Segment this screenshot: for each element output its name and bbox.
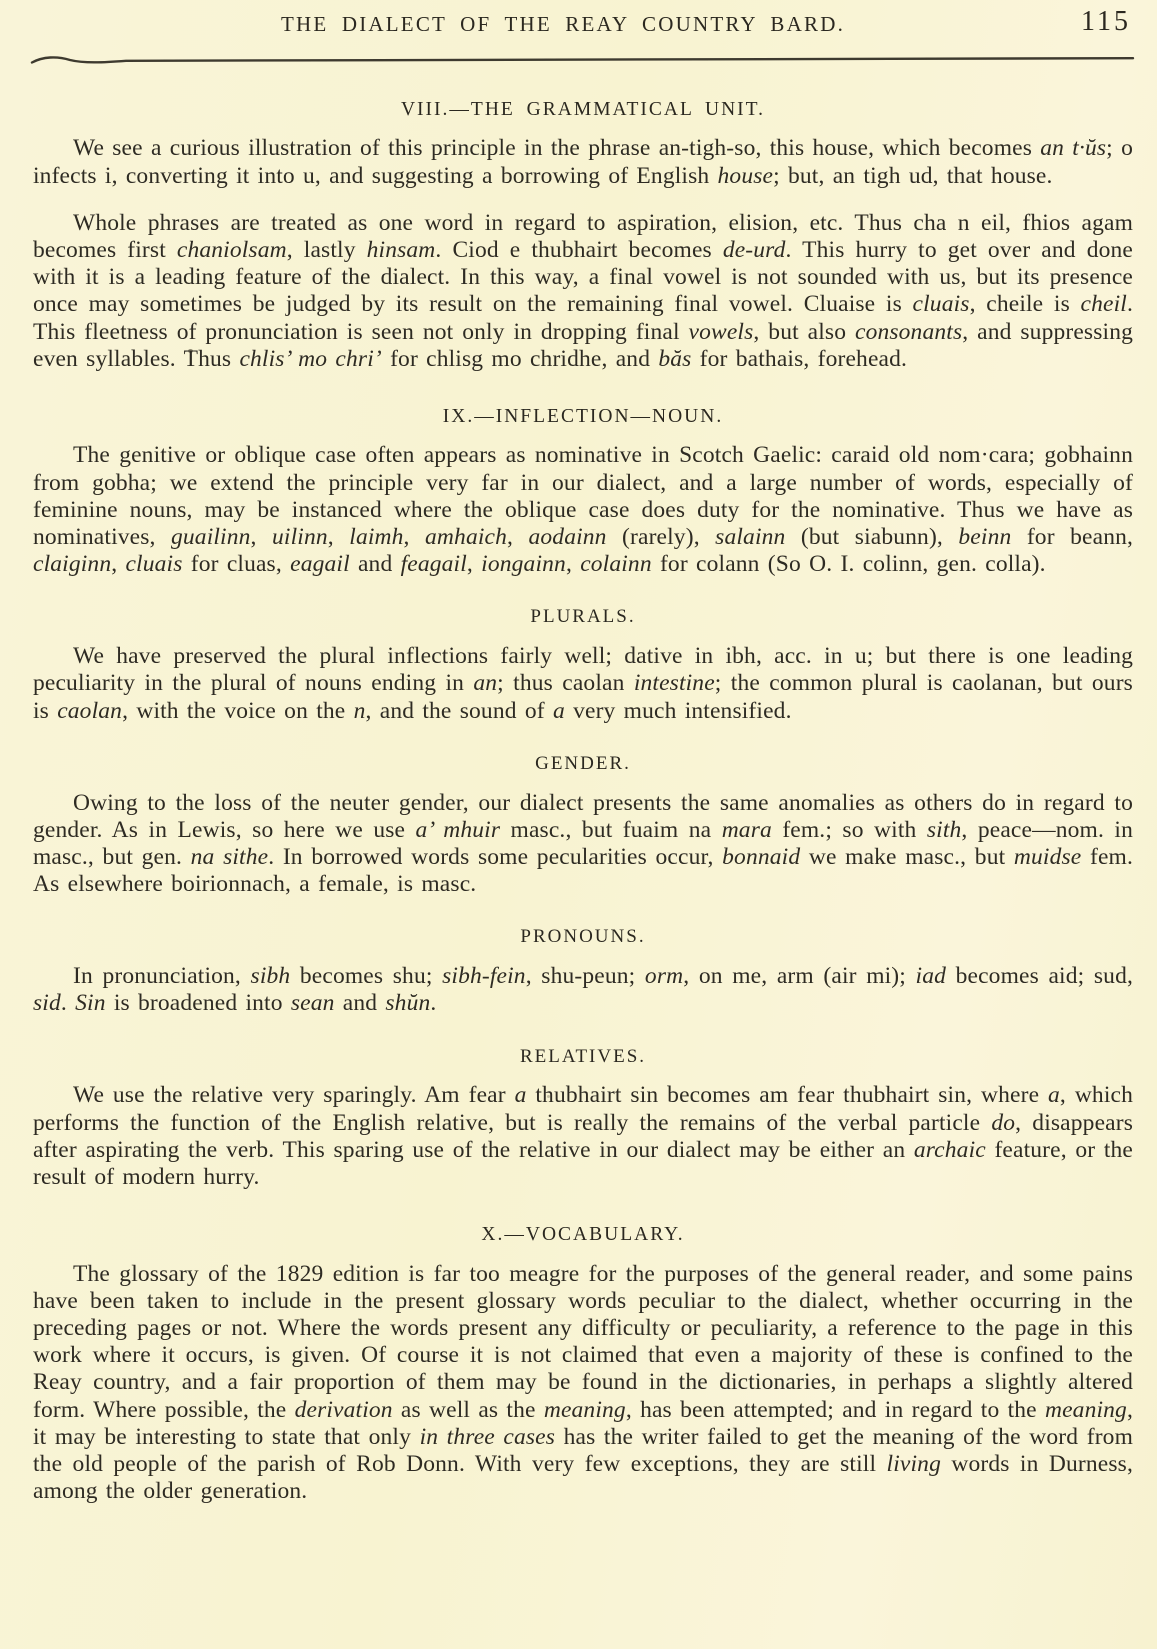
section-heading-relatives: RELATIVES. xyxy=(519,1045,647,1067)
section-heading-plurals: PLURALS. xyxy=(530,606,636,628)
italic-term: caolan xyxy=(57,697,123,724)
italic-term: an t·ŭs xyxy=(1040,135,1107,162)
italic-term: beinn xyxy=(958,524,1012,551)
italic-term: meaning xyxy=(543,1396,626,1423)
italic-term: feagail xyxy=(400,551,467,578)
italic-term: an xyxy=(473,670,498,697)
italic-term: sibh xyxy=(250,963,291,990)
italic-term: n xyxy=(353,697,366,724)
paragraph-gender-0: Owing to the loss of the neuter gender, our dialect presents the same anomalies as others do in regard to gender. As in Lewis, so here we use a’ mhuir masc., but fuaim na mara fem.; so with sith, peace—nom. in masc., but gen. na sithe. In borrowed words some pecularities occur, bonnaid we make masc., but muidse fem. As elsewhere boirionnach, a female, is masc. xyxy=(33,789,1133,898)
italic-term: claiginn xyxy=(33,551,112,578)
section-heading-gender: GENDER. xyxy=(535,752,631,774)
italic-term: laimh xyxy=(349,524,404,551)
italic-term: de-urd xyxy=(722,237,786,263)
italic-term: sibh-fein xyxy=(442,963,526,990)
running-title: THE DIALECT OF THE REAY COUNTRY BARD. xyxy=(280,12,846,36)
italic-term: vowels xyxy=(688,318,754,345)
page-content xyxy=(33,0,1133,1505)
italic-term: orm xyxy=(644,963,684,990)
header-rule xyxy=(30,54,1136,66)
italic-term: hinsam xyxy=(366,237,436,263)
sections xyxy=(33,98,1133,1505)
italic-term: na sithe xyxy=(190,844,269,871)
italic-term: guailinn xyxy=(171,524,251,551)
italic-term: a xyxy=(552,697,565,724)
italic-term: cluais xyxy=(912,291,970,318)
paragraph-pronouns-0: In pronunciation, sibh becomes shu; sibh-fein, shu-peun; orm, on me, arm (air mi); iad becomes aid; sud, sid. Sin is broadened into sean and shŭn. xyxy=(33,963,1133,1017)
paragraph-inflection-noun-0: The genitive or oblique case often appears as nominative in Scotch Gaelic: caraid old nom·cara; gobhainn from gobha; we extend the principle very far in our dialect, and a large number of words, especially of feminine nouns, may be instanced where the oblique case does duty for the nominative. Thus we have as nominatives, guailinn, uilinn, laimh, amhaich, aodainn (rarely), salainn (but siabunn), beinn for beann, claiginn, cluais for cluas, eagail and feagail, iongainn, colainn for colann (So O. I. colinn, gen. colla). xyxy=(33,442,1134,578)
italic-term: meaning xyxy=(1044,1396,1127,1423)
italic-term: derivation xyxy=(294,1396,393,1423)
page-number: 115 xyxy=(1081,6,1131,37)
italic-term: aodainn xyxy=(528,524,607,551)
italic-term: bonnaid xyxy=(722,844,801,871)
paragraph-vocabulary-0: The glossary of the 1829 edition is far too meagre for the purposes of the general reader, and some pains have been taken to include in the present glossary words peculiar to the dialect, whether occurring in the preceding pages or not. Where the words present any difficulty or peculiarity, a reference to the page in this work where it occurs, is given. Of course it is not claimed that even a majority of these is confined to the Reay country, and a fair proportion of them may be found in the dictionaries, in perhaps a slightly altered form. Where possible, the derivation as well as the meaning, has been attempted; and in regard to the meaning, it may be interesting to state that only in three cases has the writer failed to get the meaning of the word from the old people of the parish of Rob Donn. With very few exceptions, they are still living words in Durness, among the older generation. xyxy=(33,1260,1133,1505)
paragraph-relatives-0: We use the relative very sparingly. Am fear a thubhairt sin becomes am fear thubhairt sin, where a, which performs the function of the English relative, but is really the remains of the verbal particle do, disappears after aspirating the verb. This sparing use of the relative in our dialect may be either an archaic feature, or the result of modern hurry. xyxy=(33,1082,1133,1191)
paragraph-grammatical-unit-0: We see a curious illustration of this principle in the phrase an-tigh-so, this house, which becomes an t·ŭs; o infects i, converting it into u, and suggesting a borrowing of English house; but, an tigh ud, that house. xyxy=(33,135,1133,189)
section-heading-grammatical-unit: VIII.—THE GRAMMATICAL UNIT. xyxy=(400,99,766,120)
italic-term: băs xyxy=(658,345,692,372)
italic-term: a xyxy=(514,1082,527,1109)
italic-term: iongainn xyxy=(481,551,566,578)
italic-term: living xyxy=(886,1451,941,1478)
italic-term: uilinn xyxy=(272,524,328,551)
italic-term: chaniolsam xyxy=(176,237,287,263)
italic-term: intestine xyxy=(633,670,715,697)
italic-term: eagail xyxy=(290,551,350,578)
italic-term: cheil xyxy=(1080,291,1127,318)
paragraph-grammatical-unit-1: Whole phrases are treated as one word in regard to aspiration, elision, etc. Thus cha n eil, fhios agam becomes first chaniolsam, lastly hinsam. Ciod e thubhairt becomes de-urd. This hurry to get over and done with it is a leading feature of the dialect. In this way, a final vowel is not sounded with us, but its presence once may sometimes be judged by its result on the remaining final vowel. Cluaise is cluais, cheile is cheil. This fleetness of pronunciation is seen not only in dropping final vowels, but also consonants, and suppressing even syllables. Thus chlis’ mo chri’ for chlisg mo chridhe, and băs for bathais, forehead. xyxy=(33,209,1134,372)
italic-term: amhaich xyxy=(425,524,508,551)
section-heading-pronouns: PRONOUNS. xyxy=(520,926,646,948)
italic-term: archaic xyxy=(913,1136,986,1163)
italic-term: cluais xyxy=(125,551,183,578)
italic-term: Sin xyxy=(75,990,106,1017)
italic-term: sid xyxy=(33,990,61,1017)
italic-term: a xyxy=(1048,1082,1060,1109)
italic-term: mara xyxy=(721,816,772,843)
italic-term: colainn xyxy=(580,551,652,578)
section-heading-vocabulary: X.—VOCABULARY. xyxy=(481,1224,685,1246)
italic-term: shŭn xyxy=(385,990,431,1017)
italic-term: sean xyxy=(290,990,335,1017)
italic-term: in three cases xyxy=(419,1423,556,1450)
italic-term: muidse xyxy=(1013,844,1082,871)
italic-term: sith xyxy=(926,816,962,843)
italic-term: house xyxy=(717,162,774,189)
italic-term: do xyxy=(991,1109,1016,1136)
italic-term: consonants xyxy=(854,318,963,345)
page-header xyxy=(33,0,1133,54)
italic-term: a’ mhuir xyxy=(415,816,501,843)
italic-term: iad xyxy=(915,963,947,990)
italic-term: chlis’ mo chri’ xyxy=(239,345,382,372)
paragraph-plurals-0: We have preserved the plural inflections fairly well; dative in ibh, acc. in u; but there is one leading peculiarity in the plural of nouns ending in an; thus caolan intestine; the common plural is caolanan, but ours is caolan, with the voice on the n, and the sound of a very much intensified. xyxy=(33,643,1133,724)
italic-term: salainn xyxy=(715,524,786,551)
section-heading-inflection-noun: IX.—INFLECTION—NOUN. xyxy=(442,406,724,428)
